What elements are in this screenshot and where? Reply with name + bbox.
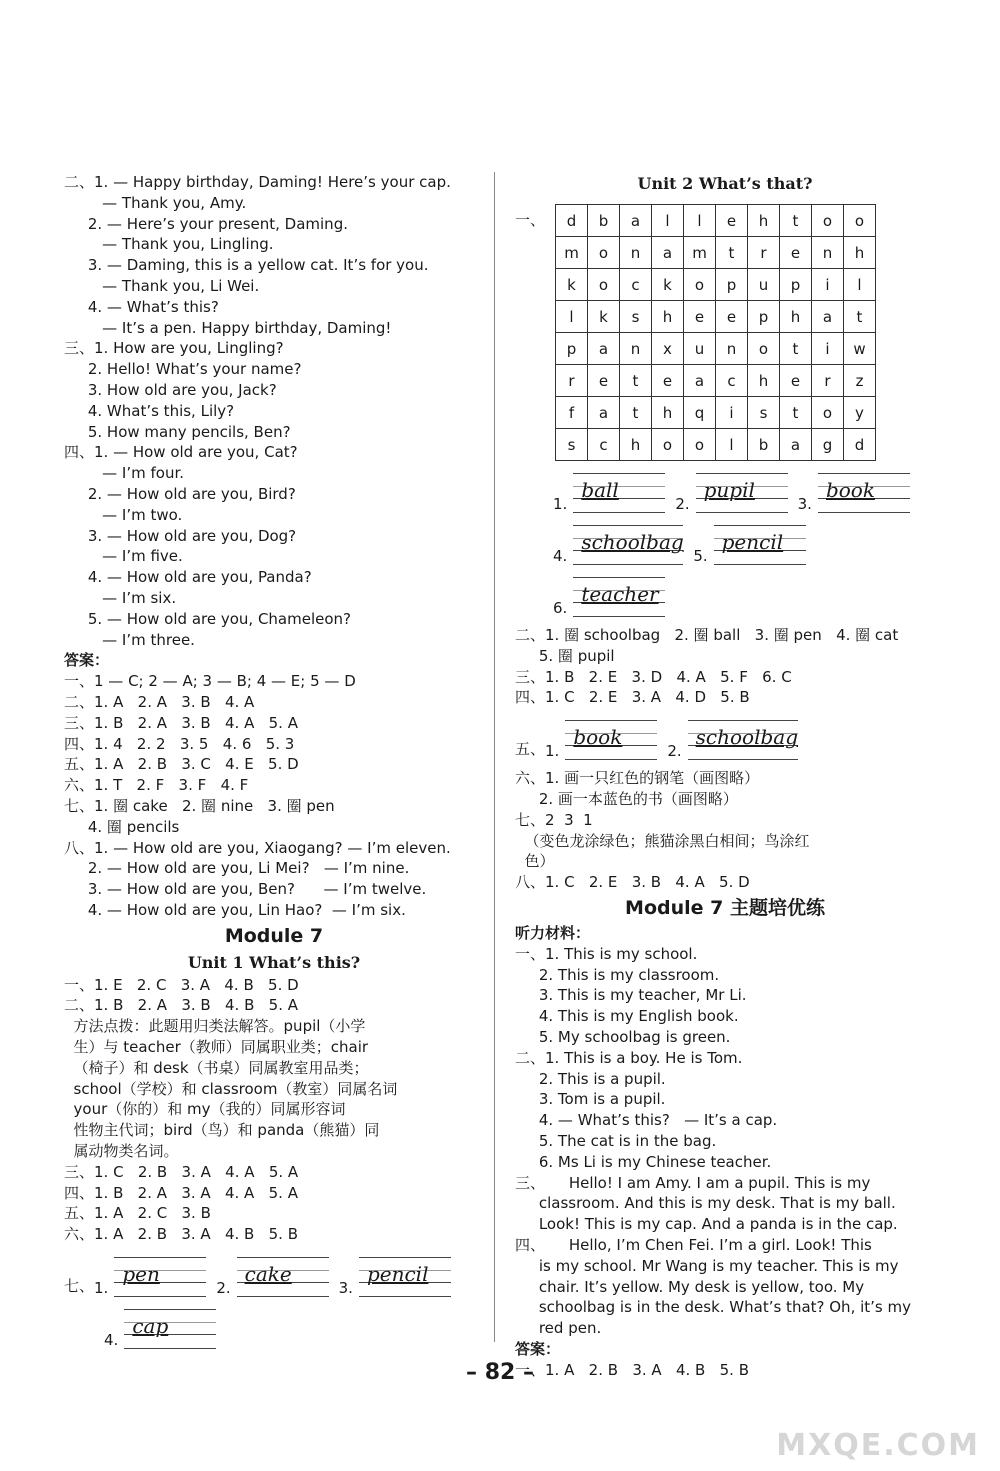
hand-word-box <box>359 1257 451 1297</box>
hand-word: cap <box>132 1314 169 1339</box>
text-line: classroom. And this is my desk. That is my ball. <box>515 1194 896 1213</box>
module7-practice-title: Module 7 主题培优练 <box>625 896 825 919</box>
grid-cell: q <box>684 397 716 429</box>
grid-cell: m <box>684 237 716 269</box>
grid-cell: a <box>780 429 812 461</box>
text-line: 4. What’s this, Lily? <box>64 401 235 420</box>
text-line: 4. — How old are you, Lin Hao? — I’m six. <box>64 900 406 919</box>
grid-cell: k <box>588 301 620 333</box>
text-line: 4. 圈 pencils <box>64 817 180 836</box>
text-line: 2. Hello! What’s your name? <box>64 360 302 379</box>
grid-cell: o <box>588 269 620 301</box>
final-answer-line: 一、1. A 2. B 3. A 4. B 5. B <box>515 1360 750 1379</box>
grid-cell: n <box>716 333 748 365</box>
text-line: （椅子）和 desk（书桌）同属教室用品类； <box>64 1058 369 1077</box>
grid-cell: e <box>588 365 620 397</box>
answers-label-right: 答案： <box>515 1339 561 1358</box>
text-line: 四、1. — How old are you, Cat? <box>64 443 298 462</box>
grid-cell: e <box>716 301 748 333</box>
hand-word-box <box>573 525 683 565</box>
text-line: （变色龙涂绿色；熊猫涂黑白相间；鸟涂红 <box>515 831 810 850</box>
grid-cell: l <box>556 301 588 333</box>
grid-cell: h <box>844 237 876 269</box>
grid-cell: h <box>652 301 684 333</box>
hand-num: 2. <box>216 1279 231 1298</box>
grid-cell: l <box>652 205 684 237</box>
text-line: 属动物类名词。 <box>64 1142 179 1161</box>
grid-cell: e <box>780 237 812 269</box>
text-line: — Thank you, Amy. <box>64 193 247 212</box>
hand-word-box <box>573 577 665 617</box>
text-line: 四、1. 4 2. 2 3. 5 4. 6 5. 3 <box>64 734 295 753</box>
grid-cell: c <box>588 429 620 461</box>
grid-cell: s <box>620 301 652 333</box>
text-line: your（你的）和 my（我的）同属形容词 <box>64 1100 346 1119</box>
unit2-title: Unit 2 What’s that? <box>637 174 813 193</box>
grid-cell: e <box>716 205 748 237</box>
grid-label: 一、 <box>515 211 546 229</box>
text-line: — Thank you, Lingling. <box>64 235 274 254</box>
text-line: school（学校）和 classroom（教室）同属名词 <box>64 1079 398 1098</box>
unit1-lines <box>64 975 484 1245</box>
grid-cell: k <box>556 269 588 301</box>
listening-label: 听力材料： <box>515 923 591 942</box>
hand-word-box <box>565 720 657 760</box>
hand-word: teacher <box>581 582 659 606</box>
hand-num: 5. <box>693 547 708 565</box>
text-line: 一、1 — C; 2 — A; 3 — B; 4 — E; 5 — D <box>64 672 356 691</box>
text-line: 一、1. E 2. C 3. A 4. B 5. D <box>64 975 299 994</box>
text-line: 2. This is a pupil. <box>515 1069 666 1088</box>
grid-cell: g <box>812 429 844 461</box>
text-line: 二、1. B 2. A 3. B 4. B 5. A <box>64 996 299 1015</box>
grid-cell: l <box>844 269 876 301</box>
text-line: 5. How many pencils, Ben? <box>64 422 291 441</box>
text-line: 4. — What’s this? — It’s a cap. <box>515 1111 778 1130</box>
grid-cell: a <box>620 205 652 237</box>
text-line: 2. — Here’s your present, Daming. <box>64 214 348 233</box>
text-line: 二、1. 圈 schoolbag 2. 圈 ball 3. 圈 pen 4. 圈 cat <box>515 626 899 644</box>
grid-cell: h <box>748 365 780 397</box>
grid-cell: a <box>812 301 844 333</box>
text-line: 三、1. How are you, Lingling? <box>64 339 284 358</box>
text-line: — I’m four. <box>64 464 185 483</box>
word-search-grid <box>555 204 876 461</box>
text-line: 八、1. — How old are you, Xiaogang? — I’m eleven. <box>64 838 451 857</box>
hand-word: schoolbag <box>695 725 798 750</box>
hand-word: pen <box>122 1262 160 1287</box>
page-number: – 82 – <box>466 1360 534 1385</box>
grid-cell: h <box>652 397 684 429</box>
grid-row <box>556 269 876 301</box>
grid-cell: a <box>588 397 620 429</box>
grid-cell: t <box>780 397 812 429</box>
left-top-lines <box>64 172 484 650</box>
q5-label: 五、 <box>515 740 546 759</box>
hand-num: 4. <box>553 547 568 565</box>
grid-cell: t <box>780 205 812 237</box>
grid-cell: c <box>716 365 748 397</box>
hand-word: book <box>825 478 875 502</box>
text-line: chair. It’s yellow. My desk is yellow, too. My <box>515 1277 865 1296</box>
grid-cell: k <box>652 269 684 301</box>
grid-cell: x <box>652 333 684 365</box>
grid-cell: z <box>844 365 876 397</box>
handwriting-row-2 <box>64 1307 484 1349</box>
grid-cell: t <box>844 301 876 333</box>
grid-cell: o <box>588 237 620 269</box>
grid-cell: t <box>620 365 652 397</box>
hand-num: 2. <box>675 495 690 513</box>
text-line: 5. — How old are you, Chameleon? <box>64 609 351 628</box>
grid-cell: f <box>556 397 588 429</box>
grid-row <box>556 237 876 269</box>
grid-cell: n <box>620 237 652 269</box>
text-line: 六、1. T 2. F 3. F 4. F <box>64 776 249 795</box>
left-answers <box>64 671 484 921</box>
hand-num: 6. <box>553 599 568 617</box>
text-line: 一、1. This is my school. <box>515 944 698 963</box>
grid-cell: o <box>812 397 844 429</box>
grid-cell: s <box>748 397 780 429</box>
text-line: 2. 画一本蓝色的书（画图略） <box>515 789 738 808</box>
hand-num: 1. <box>545 742 560 761</box>
text-line: 五、1. A 2. B 3. C 4. E 5. D <box>64 755 299 774</box>
grid-cell: u <box>748 269 780 301</box>
grid-cell: p <box>716 269 748 301</box>
hand-num: 3. <box>338 1279 353 1298</box>
text-line: Look! This is my cap. And a panda is in the cap. <box>515 1215 898 1234</box>
text-line: 5. My schoolbag is green. <box>515 1027 731 1046</box>
grid-cell: e <box>652 365 684 397</box>
hand-num: 1. <box>553 495 568 513</box>
hand-word: ball <box>581 478 619 502</box>
grid-cell: p <box>748 301 780 333</box>
grid-cell: e <box>684 301 716 333</box>
grid-row <box>556 397 876 429</box>
text-line: 五、1. A 2. C 3. B <box>64 1204 211 1223</box>
hand-num: 3. <box>797 495 812 513</box>
unit2-hand-row-1 <box>515 471 935 513</box>
hand-num: 2. <box>667 742 682 761</box>
text-line: 二、1. This is a boy. He is Tom. <box>515 1048 743 1067</box>
grid-row <box>556 365 876 397</box>
grid-cell: o <box>748 333 780 365</box>
hand-word-box <box>124 1309 216 1349</box>
grid-cell: w <box>844 333 876 365</box>
text-line: 5. 圈 pupil <box>515 646 615 665</box>
text-line: 三、 Hello! I am Amy. I am a pupil. This is my <box>515 1173 871 1192</box>
text-line: 七、2 3 1 <box>515 810 593 829</box>
grid-cell: r <box>812 365 844 397</box>
text-line: 性物主代词；bird（鸟）和 panda（熊猫）同 <box>64 1121 380 1140</box>
text-line: 4. — How old are you, Panda? <box>64 568 312 587</box>
grid-cell: e <box>780 365 812 397</box>
grid-cell: p <box>780 269 812 301</box>
text-line: 2. — How old are you, Li Mei? — I’m nine. <box>64 859 410 878</box>
grid-cell: r <box>556 365 588 397</box>
grid-cell: o <box>684 269 716 301</box>
text-line: 三、1. B 2. A 3. B 4. A 5. A <box>64 713 298 732</box>
grid-cell: b <box>588 205 620 237</box>
text-line: 2. — How old are you, Bird? <box>64 484 296 503</box>
grid-cell: a <box>588 333 620 365</box>
text-line: 八、1. C 2. E 3. B 4. A 5. D <box>515 873 750 892</box>
grid-cell: t <box>620 397 652 429</box>
text-line: 3. How old are you, Jack? <box>64 380 277 399</box>
grid-cell: m <box>556 237 588 269</box>
hand-num: 4. <box>104 1331 119 1350</box>
right-after-lines <box>515 768 935 893</box>
hand-num: 1. <box>94 1279 109 1298</box>
hand-word-box <box>573 473 665 513</box>
text-line: 四、1. C 2. E 3. A 4. D 5. B <box>515 688 750 707</box>
grid-cell: h <box>748 205 780 237</box>
text-line: 6. Ms Li is my Chinese teacher. <box>515 1152 772 1171</box>
hand-word: pencil <box>721 530 784 554</box>
grid-row <box>556 301 876 333</box>
left-column <box>64 172 484 1357</box>
grid-cell: c <box>620 269 652 301</box>
grid-cell: l <box>684 205 716 237</box>
grid-cell: n <box>812 237 844 269</box>
unit2-hand-row-4 <box>515 718 935 760</box>
text-line: 色） <box>515 852 555 871</box>
grid-cell: s <box>556 429 588 461</box>
text-line: 3. — How old are you, Dog? <box>64 526 297 545</box>
hand-word-box <box>114 1257 206 1297</box>
text-line: is my school. Mr Wang is my teacher. This is my <box>515 1256 899 1275</box>
hand-word-box <box>237 1257 329 1297</box>
text-line: 四、 Hello, I’m Chen Fei. I’m a girl. Look! This <box>515 1235 872 1254</box>
text-line: 六、1. 画一只红色的钢笔（画图略） <box>515 769 760 788</box>
text-line: schoolbag is in the desk. What’s that? Oh, it’s my <box>515 1298 911 1317</box>
text-line: 2. This is my classroom. <box>515 965 720 984</box>
grid-cell: i <box>716 397 748 429</box>
text-line: — It’s a pen. Happy birthday, Daming! <box>64 318 392 337</box>
text-line: 二、1. A 2. A 3. B 4. A <box>64 692 255 711</box>
text-line: 生）与 teacher（教师）同属职业类；chair <box>64 1038 369 1057</box>
hand-word-box <box>714 525 806 565</box>
grid-cell: a <box>684 365 716 397</box>
text-line: 4. — What’s this? <box>64 297 219 316</box>
grid-cell: b <box>748 429 780 461</box>
unit-title: Unit 1 What’s this? <box>187 952 361 972</box>
unit2-hand-row-3 <box>515 575 935 617</box>
hand-word: pencil <box>366 1262 429 1287</box>
text-line: 3. — Daming, this is a yellow cat. It’s for you. <box>64 256 429 275</box>
grid-cell: o <box>652 429 684 461</box>
grid-cell: d <box>844 429 876 461</box>
grid-cell: n <box>620 333 652 365</box>
grid-cell: i <box>812 269 844 301</box>
hand-word: book <box>573 725 623 750</box>
text-line: 方法点拨：此题用归类法解答。pupil（小学 <box>64 1017 366 1036</box>
grid-cell: a <box>652 237 684 269</box>
text-line: 4. This is my English book. <box>515 1007 739 1026</box>
grid-cell: o <box>844 205 876 237</box>
grid-cell: t <box>780 333 812 365</box>
listening-lines <box>515 944 935 1339</box>
right-column <box>515 172 935 1381</box>
hand-word: cake <box>244 1262 292 1287</box>
grid-row <box>556 205 876 237</box>
grid-cell: t <box>716 237 748 269</box>
answers-label: 答案： <box>64 651 110 670</box>
right-mid-lines <box>515 625 935 708</box>
grid-cell: h <box>780 301 812 333</box>
hand-word: pupil <box>703 478 755 502</box>
grid-cell: i <box>812 333 844 365</box>
watermark: MXQE.COM <box>776 1428 980 1463</box>
column-divider <box>494 172 495 1342</box>
text-line: — Thank you, Li Wei. <box>64 276 260 295</box>
text-line: 三、1. C 2. B 3. A 4. A 5. A <box>64 1162 299 1181</box>
grid-row <box>556 429 876 461</box>
text-line: 三、1. B 2. E 3. D 4. A 5. F 6. C <box>515 667 792 686</box>
text-line: — I’m five. <box>64 547 183 566</box>
handwriting-row-1 <box>64 1255 484 1297</box>
word-search-block <box>515 204 935 461</box>
text-line: red pen. <box>515 1319 602 1338</box>
text-line: 二、1. — Happy birthday, Daming! Here’s your cap. <box>64 173 451 191</box>
q7-label: 七、 <box>64 1277 95 1296</box>
grid-cell: o <box>812 205 844 237</box>
grid-cell: r <box>748 237 780 269</box>
grid-cell: d <box>556 205 588 237</box>
grid-row <box>556 333 876 365</box>
hand-word-box <box>688 720 798 760</box>
hand-word: schoolbag <box>581 530 684 554</box>
grid-cell: y <box>844 397 876 429</box>
grid-cell: p <box>556 333 588 365</box>
text-line: — I’m three. <box>64 630 195 649</box>
text-line: 3. — How old are you, Ben? — I’m twelve. <box>64 880 427 899</box>
grid-cell: l <box>716 429 748 461</box>
hand-word-box <box>818 473 910 513</box>
text-line: 四、1. B 2. A 3. A 4. A 5. A <box>64 1183 298 1202</box>
text-line: 3. This is my teacher, Mr Li. <box>515 986 747 1005</box>
unit2-hand-row-2 <box>515 523 935 565</box>
text-line: 5. The cat is in the bag. <box>515 1131 717 1150</box>
module-title: Module 7 <box>224 924 324 947</box>
text-line: 七、1. 圈 cake 2. 圈 nine 3. 圈 pen <box>64 796 335 815</box>
grid-cell: u <box>684 333 716 365</box>
text-line: — I’m six. <box>64 588 177 607</box>
hand-word-box <box>696 473 788 513</box>
grid-cell: o <box>684 429 716 461</box>
text-line: 3. Tom is a pupil. <box>515 1090 666 1109</box>
text-line: 六、1. A 2. B 3. A 4. B 5. B <box>64 1225 299 1244</box>
text-line: — I’m two. <box>64 505 183 524</box>
grid-cell: h <box>620 429 652 461</box>
